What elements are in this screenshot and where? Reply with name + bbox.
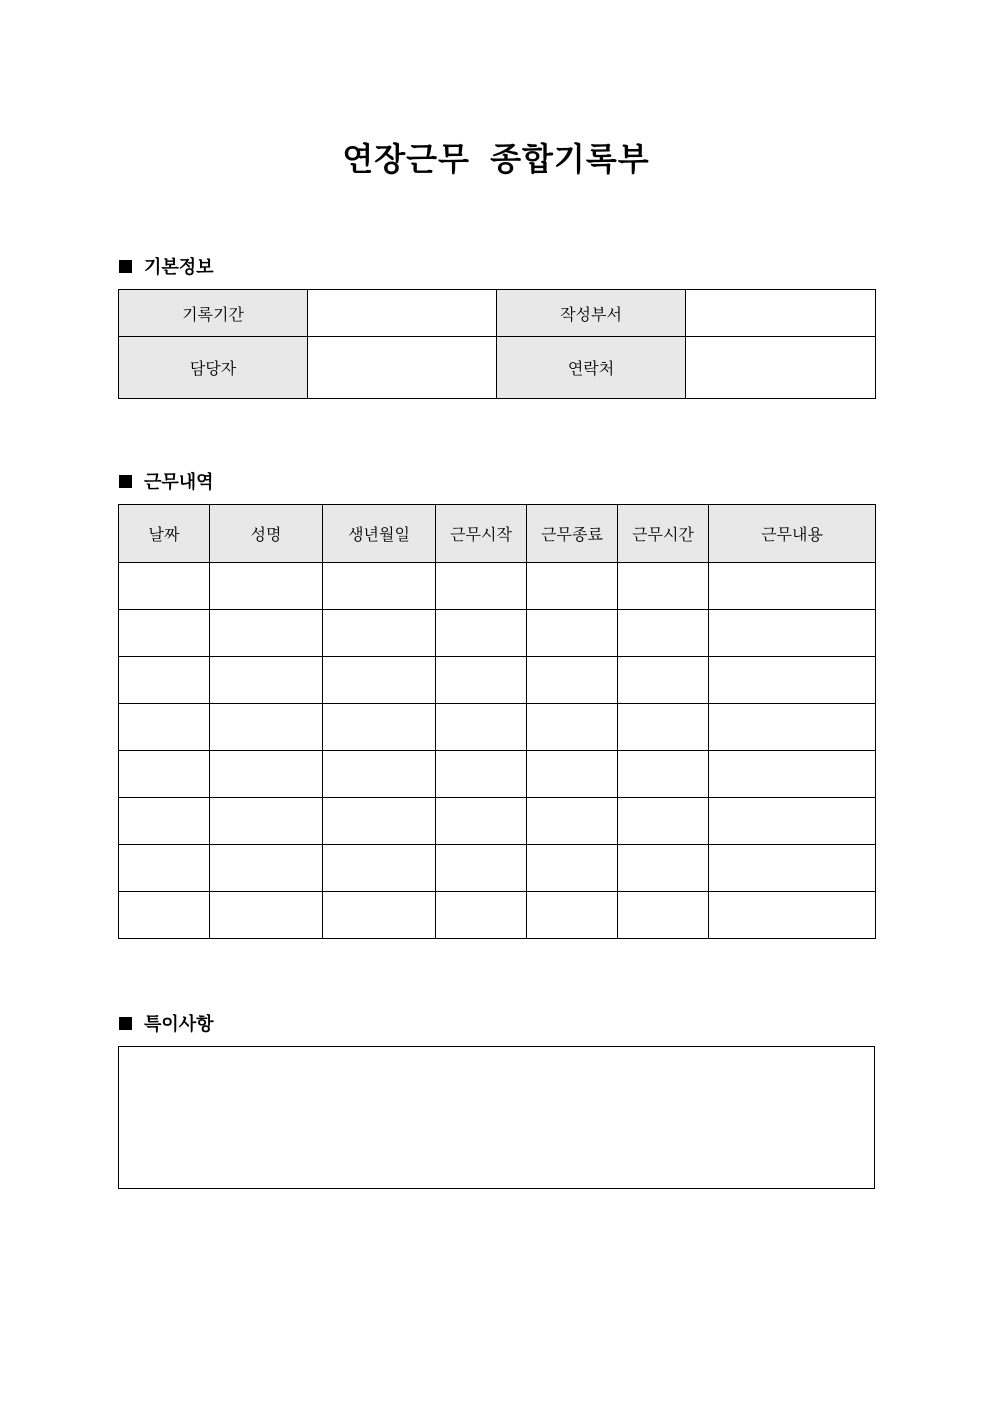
table-row [119,657,876,704]
cell-start[interactable] [436,751,527,798]
notes-field[interactable] [118,1046,875,1189]
cell-date[interactable] [119,704,210,751]
contact-field[interactable] [686,337,876,399]
table-row [119,798,876,845]
cell-name[interactable] [210,657,323,704]
cell-name[interactable] [210,892,323,939]
cell-date[interactable] [119,563,210,610]
cell-start[interactable] [436,892,527,939]
cell-hours[interactable] [618,798,709,845]
department-field[interactable] [686,290,876,337]
black-square-icon [119,260,132,273]
period-field[interactable] [308,290,497,337]
cell-name[interactable] [210,751,323,798]
column-header-start: 근무시작 [436,505,527,563]
black-square-icon [119,475,132,488]
table-row [119,751,876,798]
basic-info-heading-label: 기본정보 [144,257,214,278]
cell-end[interactable] [527,563,618,610]
cell-hours[interactable] [618,845,709,892]
cell-date[interactable] [119,798,210,845]
column-header-date: 날짜 [119,505,210,563]
cell-hours[interactable] [618,751,709,798]
cell-birthdate[interactable] [323,657,436,704]
manager-field[interactable] [308,337,497,399]
cell-content[interactable] [709,892,876,939]
table-row [119,610,876,657]
cell-date[interactable] [119,610,210,657]
cell-date[interactable] [119,845,210,892]
period-label: 기록기간 [119,290,308,337]
cell-birthdate[interactable] [323,845,436,892]
cell-birthdate[interactable] [323,751,436,798]
contact-label: 연락처 [497,337,686,399]
cell-name[interactable] [210,798,323,845]
column-header-content: 근무내용 [709,505,876,563]
basic-info-table [118,289,876,399]
cell-content[interactable] [709,563,876,610]
table-row [119,704,876,751]
column-header-name: 성명 [210,505,323,563]
cell-date[interactable] [119,892,210,939]
cell-start[interactable] [436,657,527,704]
table-row [119,892,876,939]
cell-end[interactable] [527,610,618,657]
cell-birthdate[interactable] [323,563,436,610]
cell-end[interactable] [527,845,618,892]
cell-content[interactable] [709,751,876,798]
column-header-birthdate: 생년월일 [323,505,436,563]
cell-birthdate[interactable] [323,704,436,751]
work-details-heading [119,468,214,494]
column-header-end: 근무종료 [527,505,618,563]
cell-hours[interactable] [618,610,709,657]
notes-heading-label: 특이사항 [144,1014,214,1035]
cell-birthdate[interactable] [323,610,436,657]
cell-birthdate[interactable] [323,892,436,939]
cell-start[interactable] [436,704,527,751]
cell-name[interactable] [210,845,323,892]
column-header-hours: 근무시간 [618,505,709,563]
work-table-header-row [119,505,876,563]
cell-start[interactable] [436,798,527,845]
cell-name[interactable] [210,704,323,751]
work-details-heading-label: 근무내역 [144,472,214,493]
table-row [119,563,876,610]
cell-date[interactable] [119,657,210,704]
basic-info-heading [119,253,214,279]
cell-hours[interactable] [618,563,709,610]
cell-content[interactable] [709,657,876,704]
cell-name[interactable] [210,610,323,657]
cell-content[interactable] [709,845,876,892]
cell-hours[interactable] [618,892,709,939]
cell-hours[interactable] [618,657,709,704]
work-details-table [118,504,876,939]
cell-end[interactable] [527,704,618,751]
cell-end[interactable] [527,657,618,704]
document-title: 연장근무 종합기록부 [342,140,650,178]
cell-end[interactable] [527,751,618,798]
black-square-icon [119,1017,132,1030]
cell-content[interactable] [709,610,876,657]
cell-hours[interactable] [618,704,709,751]
table-row [119,845,876,892]
cell-birthdate[interactable] [323,798,436,845]
department-label: 작성부서 [497,290,686,337]
cell-start[interactable] [436,563,527,610]
cell-end[interactable] [527,892,618,939]
cell-content[interactable] [709,704,876,751]
cell-content[interactable] [709,798,876,845]
cell-name[interactable] [210,563,323,610]
cell-date[interactable] [119,751,210,798]
notes-heading [119,1010,214,1036]
cell-end[interactable] [527,798,618,845]
manager-label: 담당자 [119,337,308,399]
cell-start[interactable] [436,845,527,892]
cell-start[interactable] [436,610,527,657]
